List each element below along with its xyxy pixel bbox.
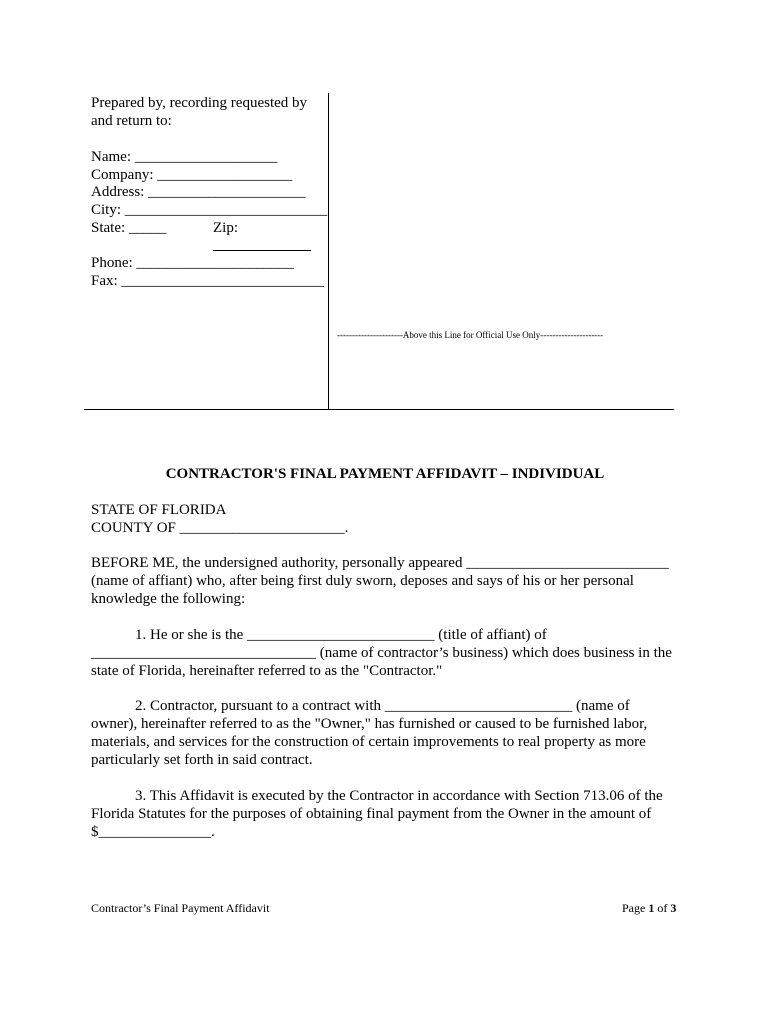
- page-number: [622, 899, 676, 917]
- document-title: CONTRACTOR'S FINAL PAYMENT AFFIDAVIT – INDIVIDUAL: [165, 466, 605, 482]
- para1-line-2[interactable]: ______________________________ (name of contractor’s business) which does business in the: [91, 645, 672, 661]
- para1-line-1[interactable]: 1. He or she is the _________________________ (title of affiant) of: [135, 627, 547, 643]
- para3-amount[interactable]: $_______________.: [91, 824, 215, 840]
- venue-state: STATE OF FLORIDA: [91, 502, 227, 518]
- para2-line-1[interactable]: 2. Contractor, pursuant to a contract with _________________________ (name of: [135, 698, 630, 714]
- zip-label: Zip:: [213, 220, 238, 236]
- page-label: Page: [622, 901, 646, 915]
- prepared-by-label: Prepared by, recording requested by: [91, 95, 308, 111]
- state-field[interactable]: State: _____: [91, 220, 167, 236]
- intro-line-3: knowledge the following:: [91, 591, 246, 607]
- para2-line-4: particularly set forth in said contract.: [91, 752, 313, 768]
- header-divider-vertical: [328, 93, 329, 410]
- para3-line-1: 3. This Affidavit is executed by the Contractor in accordance with Section 713.06 of the: [135, 788, 663, 804]
- para2-line-3: materials, and services for the construction of certain improvements to real property as more: [91, 734, 646, 750]
- para1-line-3: state of Florida, hereinafter referred to as the "Contractor.": [91, 663, 443, 679]
- official-use-notice: ----------------------Above this Line for Official Use Only---------------------: [337, 330, 604, 340]
- zip-field-line[interactable]: [213, 250, 311, 251]
- prepared-by-label-2: and return to:: [91, 113, 172, 129]
- page-total: 3: [670, 901, 677, 915]
- city-field[interactable]: City: ___________________________: [91, 202, 328, 218]
- phone-field[interactable]: Phone: _____________________: [91, 255, 294, 271]
- para2-line-2: owner), hereinafter referred to as the "Owner," has furnished or caused to be furnished labor,: [91, 716, 648, 732]
- footer-title: Contractor’s Final Payment Affidavit: [91, 901, 270, 915]
- name-field[interactable]: Name: ___________________: [91, 149, 278, 165]
- company-field[interactable]: Company: __________________: [91, 167, 293, 183]
- address-field[interactable]: Address: _____________________: [91, 184, 306, 200]
- header-divider-horizontal: [84, 409, 674, 410]
- fax-field[interactable]: Fax: ___________________________: [91, 273, 324, 289]
- page-of: of: [657, 901, 668, 915]
- page-current: 1: [648, 901, 655, 915]
- intro-line-2: (name of affiant) who, after being first duly sworn, deposes and says of his or her personal: [91, 573, 634, 589]
- intro-line-1[interactable]: BEFORE ME, the undersigned authority, personally appeared ___________________________: [91, 555, 669, 571]
- para3-line-2: Florida Statutes for the purposes of obtaining final payment from the Owner in the amount of: [91, 806, 652, 822]
- venue-county[interactable]: COUNTY OF ______________________.: [91, 520, 349, 536]
